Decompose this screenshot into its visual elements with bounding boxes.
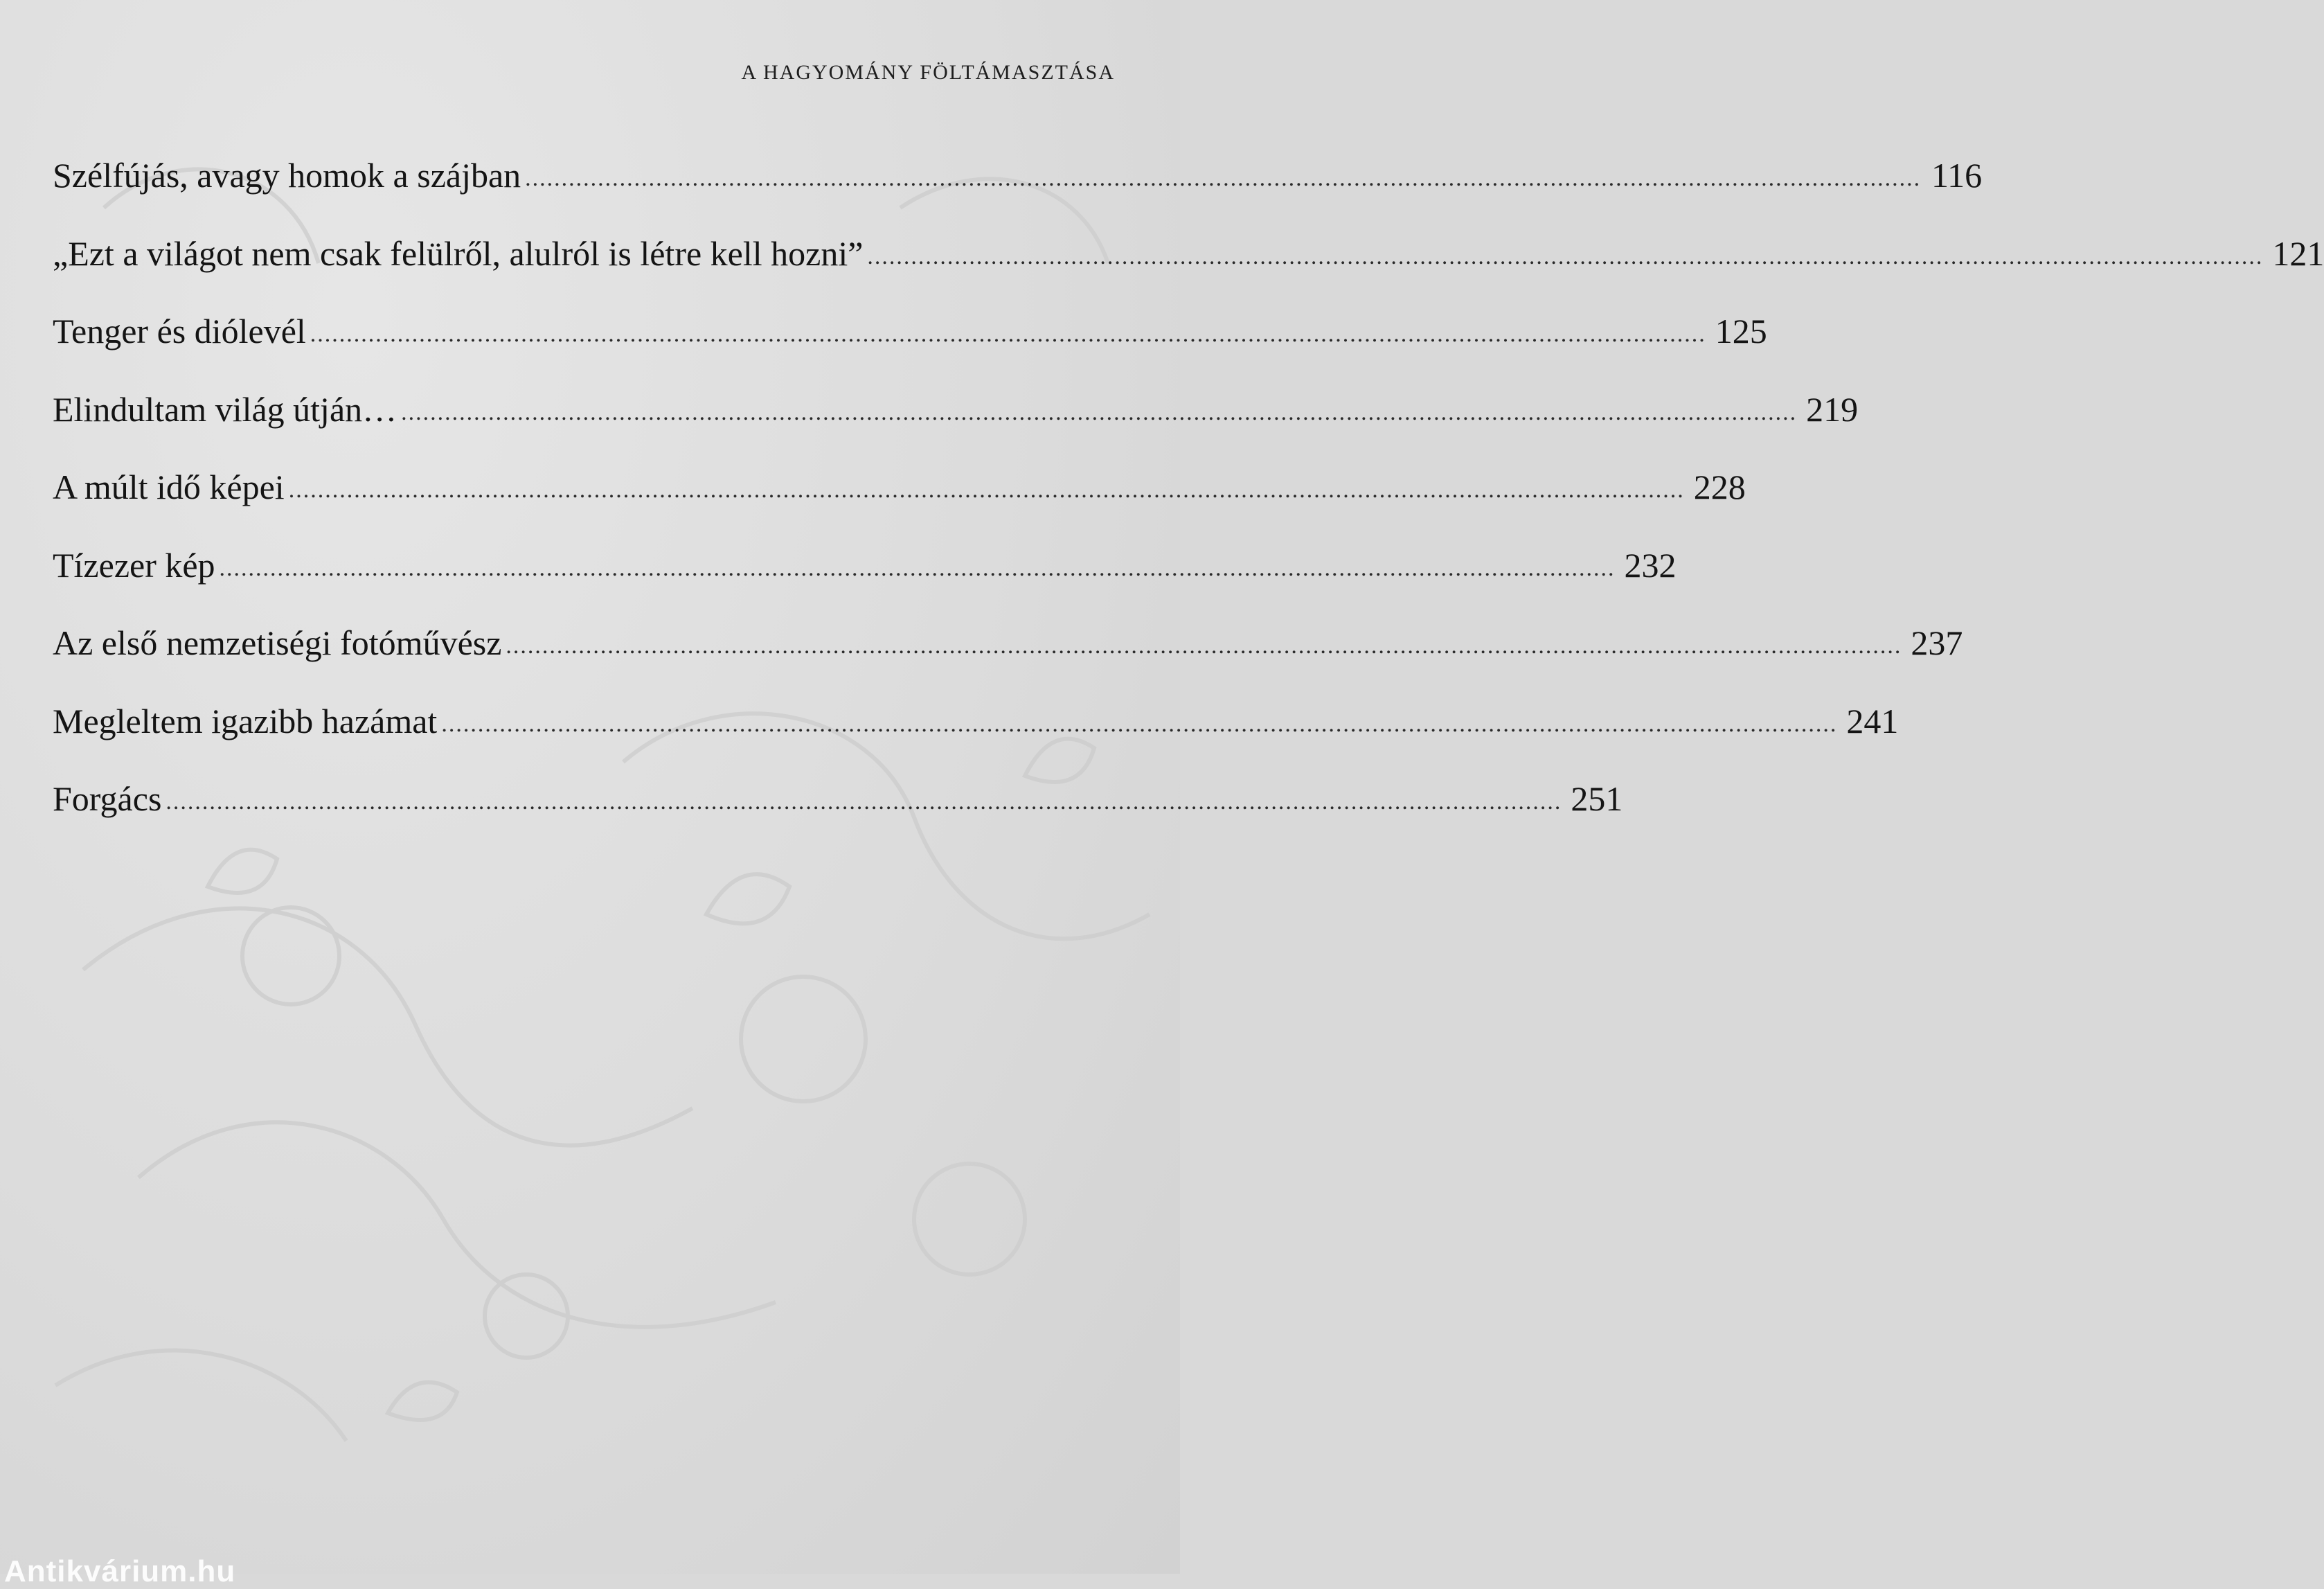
toc-entry-title: A múlt idő képei	[53, 468, 285, 506]
running-head: A HAGYOMÁNY FÖLTÁMASZTÁSA	[741, 61, 1115, 84]
dot-leader: ................................................................................................................................................................................................	[310, 321, 1706, 347]
toc-entry[interactable]	[53, 156, 1983, 236]
dot-leader: ................................................................................................................................................................................................	[288, 477, 1685, 503]
toc-entry-page: 219	[1806, 389, 1859, 429]
toc-entry[interactable]	[53, 389, 1859, 470]
dot-leader: ................................................................................................................................................................................................	[506, 633, 1902, 659]
toc-entry[interactable]	[53, 623, 1963, 704]
toc-entry-title: Az első nemzetiségi fotóművész	[53, 623, 502, 662]
toc-entry[interactable]	[53, 545, 1677, 626]
toc-entry[interactable]	[53, 779, 1623, 860]
toc-entry-title: Tízezer kép	[53, 545, 215, 585]
dot-leader: ................................................................................................................................................................................................	[401, 399, 1798, 425]
toc-entry-title: Megleltem igazibb hazámat	[53, 701, 438, 740]
toc-entry-page: 232	[1624, 545, 1677, 585]
toc-entry-page: 228	[1693, 468, 1746, 506]
watermark: Antikvárium.hu	[4, 1554, 236, 1588]
toc-entry-title: Szélfújás, avagy homok a szájban	[53, 156, 521, 195]
toc-entry-page: 241	[1846, 701, 1899, 740]
dot-leader: ................................................................................................................................................................................................	[166, 789, 1562, 815]
dot-leader: ................................................................................................................................................................................................	[441, 711, 1838, 737]
toc-entry-title: Tenger és diólevél	[53, 312, 306, 350]
dot-leader: ................................................................................................................................................................................................	[219, 555, 1616, 581]
toc-entry[interactable]	[53, 233, 2324, 314]
toc-entry-page: 237	[1911, 623, 1963, 662]
toc-entry-title: Forgács	[53, 779, 162, 818]
toc-entry-page: 251	[1571, 779, 1623, 818]
toc-entry[interactable]	[53, 312, 1767, 392]
toc-entry-page: 116	[1931, 156, 1983, 195]
table-of-contents	[53, 156, 2324, 860]
toc-entry[interactable]	[53, 701, 1899, 782]
toc-entry-title: „Ezt a világot nem csak felülről, alulról is létre kell hozni”	[53, 233, 864, 273]
dot-leader: ................................................................................................................................................................................................	[525, 166, 1922, 191]
toc-entry[interactable]	[53, 468, 1746, 548]
toc-entry-page: 121	[2272, 233, 2324, 273]
toc-entry-page: 125	[1715, 312, 1767, 350]
toc-entry-title: Elindultam világ útján…	[53, 389, 397, 429]
dot-leader: ................................................................................................................................................................................................	[867, 243, 2264, 269]
